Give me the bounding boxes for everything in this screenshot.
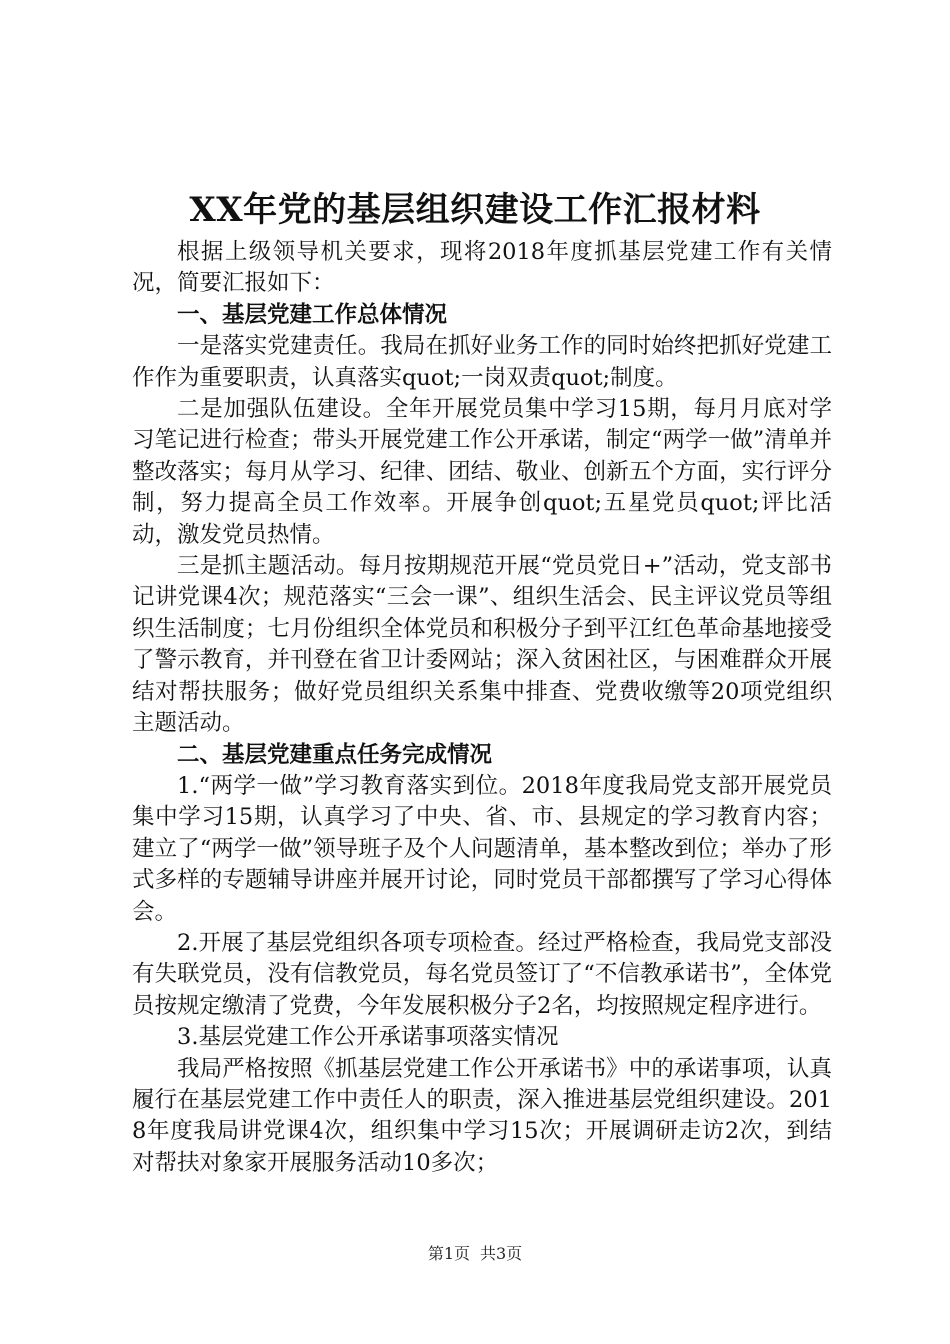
paragraph: 2.开展了基层党组织各项专项检查。经过严格检查，我局党支部没有失联党员，没有信教党员，每名党员签订了“不信教承诺书”，全体党员按规定缴清了党费，今年发展积极分子2名，均按照规定程序进行。 [132,929,832,1019]
paragraph: 三是抓主题活动。每月按期规范开展“党员党日+”活动，党支部书记讲党课4次；规范落实“三会一课”、组织生活会、民主评议党员等组织生活制度；七月份组织全体党员和积极分子到平江红色革命基地接受了警示教育，并刊登在省卫计委网站；深入贫困社区，与困难群众开展结对帮扶服务；做好党员组织关系集中排查、党费收缴等20项党组织主题活动。 [132,553,832,737]
section-heading: 二、基层党建重点任务完成情况 [177,741,493,768]
section-heading: 一、基层党建工作总体情况 [177,301,448,328]
page-number: 第1页 [427,1244,470,1263]
page-total: 共3页 [480,1244,523,1263]
paragraph: 我局严格按照《抓基层党建工作公开承诺书》中的承诺事项，认真履行在基层党建工作中责任人的职责，深入推进基层党组织建设。2018年度我局讲党课4次，组织集中学习15次；开展调研走访2次，到结对帮扶对象家开展服务活动10多次； [132,1055,832,1176]
page-footer [0,1243,950,1265]
subsection-heading: 3.基层党建工作公开承诺事项落实情况 [177,1024,559,1051]
paragraph: 根据上级领导机关要求，现将2018年度抓基层党建工作有关情况，简要汇报如下： [132,239,832,297]
document-body [132,237,832,1179]
document-title: XX年党的基层组织建设工作汇报材料 [189,190,761,230]
paragraph: 二是加强队伍建设。全年开展党员集中学习15期，每月月底对学习笔记进行检查；带头开展党建工作公开承诺，制定“两学一做”清单并整改落实；每月从学习、纪律、团结、敬业、创新五个方面，实行评分制，努力提高全员工作效率。开展争创quot;五星党员quot;评比活动，激发党员热情。 [132,396,832,548]
paragraph: 一是落实党建责任。我局在抓好业务工作的同时始终把抓好党建工作作为重要职责，认真落实quot;一岗双责quot;制度。 [132,333,832,391]
paragraph: 1.“两学一做”学习教育落实到位。2018年度我局党支部开展党员集中学习15期，认真学习了中央、省、市、县规定的学习教育内容；建立了“两学一做”领导班子及个人问题清单，基本整改到位；举办了形式多样的专题辅导讲座并展开讨论，同时党员干部都撰写了学习心得体会。 [132,772,832,925]
